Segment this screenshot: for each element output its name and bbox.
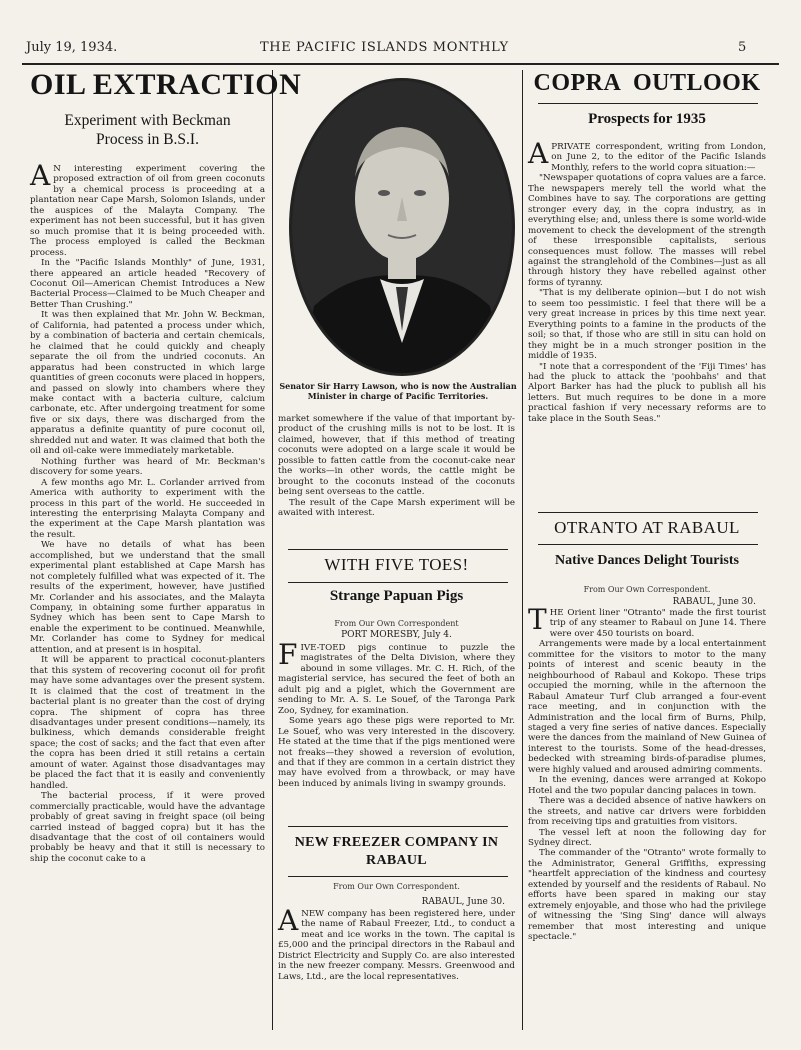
oil-paragraph: A few months ago Mr. L. Corlander arrived from America with authority to experiment with the process in this part of the world. He succeeded in interesting the enterprising Malayta Company and the experiment at the Cape Marsh plantation was the result. bbox=[30, 477, 265, 540]
toes-paragraph: Some years ago these pigs were reported to Mr. Le Souef, who was very interested in the discovery. He stated at the time that if the pigs mentioned were not freaks—they showed a reversion of evolution, and that if they are common in a certain district they may have evolved from a throwback, or may have been induced by animals living in swampy grounds. bbox=[278, 716, 515, 789]
freezer-dateline: RABAUL, June 30. bbox=[421, 897, 505, 907]
section-rule bbox=[288, 582, 508, 583]
copra-paragraph: "I note that a correspondent of the 'Fiji Times' has had the pluck to attack the 'poohbahs' and that Alport Barker has had the pluck to publish all his letters. But much requires to be done in a more practical fashion if very necessary reforms are to take place in the South Seas." bbox=[528, 361, 766, 424]
drop-cap: A bbox=[30, 159, 51, 192]
oil-paragraph: The result of the Cape Marsh experiment will be awaited with interest. bbox=[278, 497, 515, 519]
toes-subhead: Strange Papuan Pigs bbox=[329, 588, 464, 604]
column-rule-left bbox=[272, 70, 273, 1030]
otranto-paragraph: THE Orient liner "Otranto" made the first tourist trip of any steamer to Rabaul on June 14. There were over 450 tourists on board. bbox=[528, 603, 766, 639]
publication-title: THE PACIFIC ISLANDS MONTHLY bbox=[260, 40, 509, 55]
otranto-paragraph: Arrangements were made by a local entertainment committee for the visitors to motor to the many points of interest and scenic beauty in the neighbourhood of Rabaul and Kokopo. These trips occupied the morning, while in the afternoon the Rabaul Amateur Turf Club arranged a four-event race meeting, and in conjunction with the Administration and the local firm of Burns, Philp, staged a very fine series of native dances. Especially were the dances from the mainland of New Guinea of interest to the tourists. Some of the head-dresses, bedecked with streaming birds-of-paradise plumes, were highly valued and aroused admiring comments. bbox=[528, 639, 766, 775]
oil-paragraph: In the "Pacific Islands Monthly" of June, 1931, there appeared an article headed "Recovery of Coconut Oil—American Chemist Introduces a New Bacterial Process—Claimed to be Much Cheaper and Better Than Crushing." bbox=[30, 258, 265, 310]
drop-cap: A bbox=[528, 137, 549, 170]
oil-paragraph: A N interesting experiment covering the proposed extraction of oil from green coconuts by a chemical process is proceeding at a plantation near Cape Marsh, Solomon Islands, under the auspices of the Malayta Company. The experiment has not been successful, but it has given so much promise that it is being proceeded with. The process employed is called the Beckman process. bbox=[30, 159, 265, 258]
issue-date: July 19, 1934. bbox=[26, 40, 118, 55]
freezer-article-body bbox=[278, 904, 515, 982]
otranto-paragraph: The commander of the "Otranto" wrote formally to the Administrator, General Griffiths, expressing "heartfelt appreciation of the kindness and courtesy extended by yourself and the residents of Rabaul. No efforts have been spared in making our stay extremely enjoyable, and those who had the privilege of witnessing the 'Sing Sing' dance will always remember that most interesting and unique spectacle." bbox=[528, 848, 766, 943]
copra-paragraph: "That is my deliberate opinion—but I do not wish to seem too pessimistic. I feel that there will be a very great increase in prices by this time next year. Everything points to a famine in the products of the soil; so that, if those who are still in situ can hold on they might be in a much stronger position in the middle of 1935. bbox=[528, 288, 766, 362]
section-rule bbox=[288, 826, 508, 827]
section-rule bbox=[288, 876, 508, 877]
copra-headline: COPRA OUTLOOK bbox=[533, 70, 761, 96]
portrait-caption: Senator Sir Harry Lawson, who is now the Australian Minister in charge of Pacific Territories. bbox=[279, 381, 517, 401]
oil-subhead-line-2: Process in B.S.I. bbox=[96, 131, 199, 148]
section-rule bbox=[538, 103, 758, 104]
toes-paragraph: FIVE-TOED pigs continue to puzzle the magistrates of the Delta Division, where they abound in some villages. Mr. C. H. Rich, of the magisterial service, has secured the feet of both an adult pig and a piglet, which the Government are sending to Mr. A. S. Le Souef, of the Taronga Park Zoo, Sydney, for examination. bbox=[278, 638, 515, 716]
toes-headline: WITH FIVE TOES! bbox=[324, 555, 469, 574]
header-rule bbox=[22, 63, 779, 65]
copra-paragraph: APRIVATE correspondent, writing from London, on June 2, to the editor of the Pacific Islands Monthly, refers to the world copra situation:— bbox=[528, 137, 766, 173]
oil-paragraph: It was then explained that Mr. John W. Beckman, of California, had patented a process under which, by a combination of bacteria and certain chemicals, he claimed that he could quickly and cheaply separate the oil from the undried coconuts. An apparatus had been constructed in which large quantities of green coconuts were placed in hoppers, and passed on slowly into chambers where they make contact with a bacteria culture, calcium carbonate, etc. After undergoing treatment for some five or six days, there was discharged from the apparatus a definite quantity of pure coconut oil, shredded nut and water. It was claimed that both the oil and oil-cake were immediately marketable. bbox=[30, 310, 265, 457]
oil-paragraph: The bacterial process, if it were proved commercially practicable, would have the advantage probably of great saving in freight space (oil being carried instead of bagged copra) but it has the disadvantage that the cost of oil containers would probably be heavy and that it still is necessary to ship the coconut cake to a bbox=[30, 791, 265, 864]
toes-dateline: PORT MORESBY, July 4. bbox=[341, 630, 452, 640]
oil-subhead bbox=[30, 111, 265, 149]
freezer-byline: From Our Own Correspondent. bbox=[333, 882, 460, 891]
toes-article-body bbox=[278, 638, 515, 789]
page-number: 5 bbox=[738, 40, 747, 55]
freezer-paragraph: ANEW company has been registered here, under the name of Rabaul Freezer, Ltd., to conduct a meat and ice works in the town. The capital is £5,000 and the principal directors in the Rabaul and District Electricity and Supply Co. are also interested in the new freezer company. Messrs. Greenwood and Laws, Ltd., are the local representatives. bbox=[278, 904, 515, 982]
otranto-paragraph: The vessel left at noon the following day for Sydney direct. bbox=[528, 827, 766, 848]
freezer-headline-line-1: NEW FREEZER COMPANY IN bbox=[294, 835, 499, 850]
oil-article-continued bbox=[278, 414, 515, 519]
oil-paragraph: Nothing further was heard of Mr. Beckman's discovery for some years. bbox=[30, 456, 265, 478]
section-rule bbox=[538, 512, 758, 513]
drop-cap: A bbox=[278, 904, 299, 937]
otranto-dateline: RABAUL, June 30. bbox=[672, 597, 756, 607]
otranto-article-body bbox=[528, 603, 766, 943]
otranto-paragraph: There was a decided absence of native hawkers on the streets, and native car drivers were forbidden from receiving tips and gratuities from visitors. bbox=[528, 796, 766, 828]
otranto-subhead: Native Dances Delight Tourists bbox=[555, 553, 739, 568]
oil-article-body bbox=[30, 159, 265, 864]
copra-paragraph: "Newspaper quotations of copra values are a farce. The newspapers merely tell the world what the Combines have to say. The corporations are getting stronger every day, in the copra industry, as in everything else; and, unless there is some world-wide movement to check the development of the strength of these irresponsible capitalists, serious consequences must follow. The masses will rebel against the stranglehold of the Combines—just as all through history they have rebelled against other forms of tyranny. bbox=[528, 173, 766, 288]
oil-headline: OIL EXTRACTION bbox=[30, 68, 302, 101]
oil-paragraph: It will be apparent to practical coconut-planters that this system of recovering coconut oil for profit may have some advantages over the present system. It is claimed that the cost of treatment in the bacterial plant is no greater than the cost of drying copra. The shipment of copra has three disadvantages under present conditions—namely, its bulkiness, which demands considerable freight space; the cost of sacks; and the fact that even after the copra has been dried it still retains a certain amount of water. Against those disadvantages may be placed the fact that it is easily and conveniently handled. bbox=[30, 655, 265, 791]
oil-paragraph: We have no details of what has been accomplished, but we understand that the small experimental plant established at Cape Marsh has not completely fulfilled what was expected of it. The results of the experiment, however, have justified Mr. Corlander and his associates, and the Malayta Company, in obtaining some further apparatus in Sydney which has been sent to Cape Marsh to enable the experiment to be continued. Meanwhile, Mr. Corlander has come to Sydney for medical attention, and at present is in hospital. bbox=[30, 540, 265, 655]
section-rule bbox=[538, 544, 758, 545]
portrait-photo bbox=[289, 78, 515, 376]
drop-cap: T bbox=[528, 603, 547, 636]
running-header bbox=[22, 40, 779, 62]
freezer-headline-line-2: RABAUL bbox=[366, 853, 427, 868]
oil-paragraph: market somewhere if the value of that important by-product of the crushing mills is not to be lost. It is claimed, however, that if this method of treating coconuts were adopted on a large scale it would be possible to fatten cattle from the coconut-cake near the works—in other words, the cattle might be brought to the coconuts instead of the coconuts being sent overseas to the cattle. bbox=[278, 414, 515, 498]
otranto-byline: From Our Own Correspondent. bbox=[583, 585, 711, 594]
otranto-paragraph: In the evening, dances were arranged at Kokopo Hotel and the two popular dancing palaces in town. bbox=[528, 775, 766, 796]
column-rule-right bbox=[522, 70, 523, 1030]
copra-subhead: Prospects for 1935 bbox=[588, 111, 706, 127]
drop-cap: F bbox=[278, 638, 298, 671]
oil-subhead-line-1: Experiment with Beckman bbox=[64, 112, 231, 129]
section-rule bbox=[288, 549, 508, 550]
copra-article-body bbox=[528, 137, 766, 424]
otranto-headline: OTRANTO AT RABAUL bbox=[554, 518, 740, 537]
freezer-headline bbox=[278, 834, 515, 870]
portrait-figure bbox=[292, 81, 512, 373]
toes-byline: From Our Own Correspondent bbox=[334, 619, 459, 628]
